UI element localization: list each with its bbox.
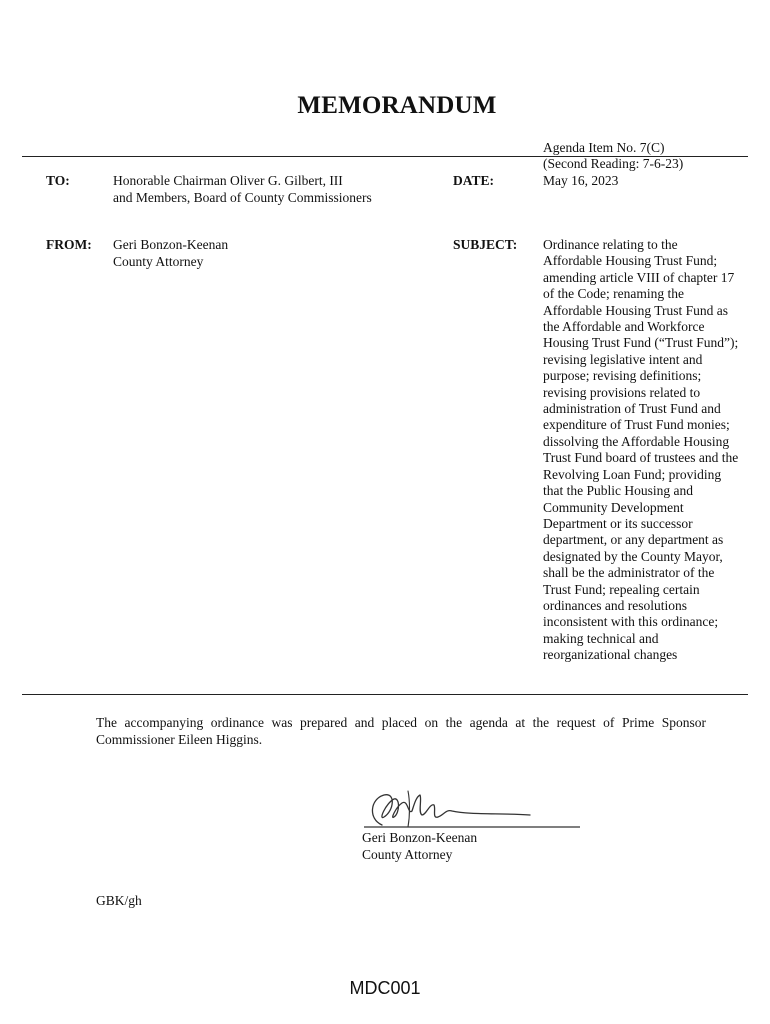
document-code: MDC001 (349, 978, 421, 998)
to-line-2: and Members, Board of County Commissioners (113, 189, 372, 205)
bottom-divider (22, 694, 748, 695)
subject-line: designated by the County Mayor, (543, 548, 723, 564)
subject-line: Ordinance relating to the (543, 237, 678, 252)
subject-line: revising legislative intent and (543, 351, 703, 367)
date-value: May 16, 2023 (543, 173, 619, 188)
from-line-2: County Attorney (113, 253, 204, 269)
subject-line: that the Public Housing and (543, 483, 693, 499)
subject-line: inconsistent with this ordinance; (543, 614, 719, 630)
subject-line: administration of Trust Fund and (543, 401, 721, 417)
memo-title: MEMORANDUM (297, 92, 497, 119)
to-label: TO: (46, 173, 70, 188)
subject-line: making technical and (543, 630, 659, 646)
subject-line: Trust Fund board of trustees and the (543, 450, 739, 466)
subject-line: Housing Trust Fund (“Trust Fund”); (543, 335, 739, 351)
from-label: FROM: (46, 237, 92, 252)
second-reading-date: (Second Reading: 7-6-23) (543, 156, 684, 171)
subject-line: amending article VIII of chapter 17 (543, 269, 735, 285)
subject-line: purpose; revising definitions; (543, 368, 702, 384)
top-divider (22, 156, 748, 157)
subject-line: Revolving Loan Fund; providing (543, 466, 722, 482)
handwritten-signature (360, 785, 585, 833)
subject-line: revising provisions related to (543, 384, 701, 400)
subject-line: department, or any department as (543, 532, 724, 548)
subject-line: Department or its successor (543, 515, 693, 531)
subject-line: the Affordable and Workforce (543, 319, 705, 335)
subject-line: Affordable Housing Trust Fund as (543, 302, 729, 318)
to-recipient (113, 173, 372, 206)
from-sender (113, 237, 228, 270)
date-label: DATE: (453, 173, 495, 188)
subject-line: ordinances and resolutions (543, 597, 687, 613)
subject-line: of the Code; renaming the (543, 286, 684, 302)
subject-line: shall be the administrator of the (543, 565, 715, 581)
subject-line: Community Development (543, 499, 684, 515)
subject-line: Trust Fund; repealing certain (543, 581, 700, 597)
from-line-1: Geri Bonzon-Keenan (113, 237, 229, 252)
subject-label: SUBJECT: (453, 237, 518, 252)
subject-text (543, 237, 748, 664)
signatory-name: Geri Bonzon-Keenan (362, 830, 478, 845)
body-paragraph: The accompanying ordinance was prepared and placed on the agenda at the request of Prime Sponsor Commissioner Eileen Higgins. (96, 715, 706, 747)
subject-line: Affordable Housing Trust Fund; (543, 253, 718, 269)
subject-line: dissolving the Affordable Housing (543, 433, 730, 449)
signatory-title: County Attorney (362, 846, 453, 862)
to-line-1: Honorable Chairman Oliver G. Gilbert, III (113, 173, 343, 188)
typist-initials: GBK/gh (96, 893, 142, 908)
signature-block (362, 830, 477, 863)
agenda-item-number: Agenda Item No. 7(C) (543, 140, 665, 155)
subject-line: expenditure of Trust Fund monies; (543, 417, 730, 433)
subject-line: reorganizational changes (543, 647, 678, 663)
